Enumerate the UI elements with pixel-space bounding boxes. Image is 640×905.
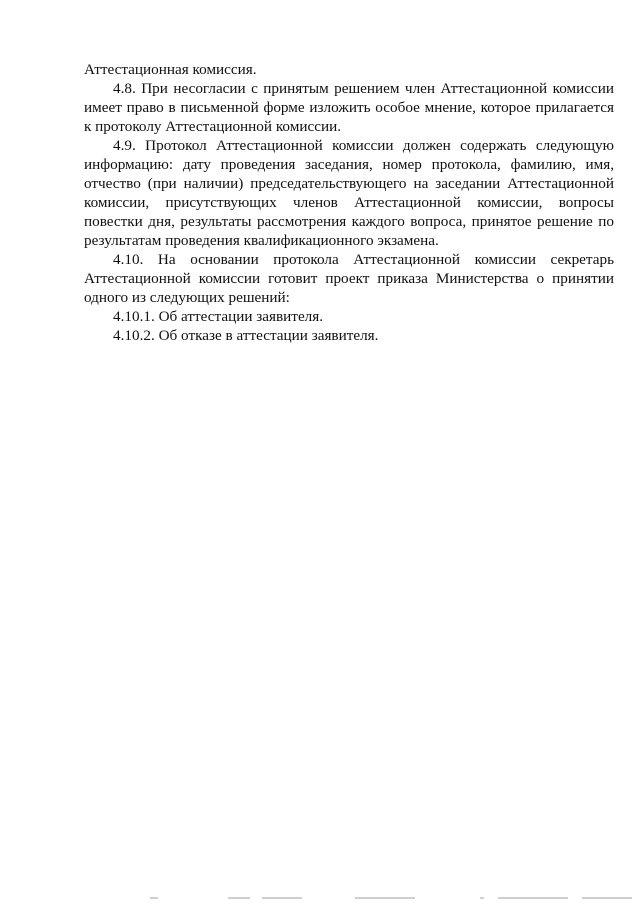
paragraph-4-10-2: 4.10.2. Об отказе в аттестации заявителя. [113, 327, 379, 344]
scan-mark [480, 897, 484, 899]
paragraph-4-8: 4.8. При несогласии с принятым решением член Аттестационной комиссии имеет право в письменной форме изложить особое мнение, которое прилагается к протоколу Аттестационной комиссии. [84, 80, 614, 135]
scan-artifact-marks [150, 897, 640, 901]
scan-mark [582, 897, 632, 899]
scan-mark [498, 897, 568, 899]
scan-mark [262, 897, 302, 899]
paragraph-4-10-1: 4.10.1. Об аттестации заявителя. [113, 308, 324, 325]
scan-mark [228, 897, 250, 899]
scan-mark [355, 897, 415, 899]
paragraph-4-9: 4.9. Протокол Аттестационной комиссии должен содержать следующую информацию: дату проведения заседания, номер протокола, фамилию, имя, отчество (при наличии) председательствующего на заседании Аттестационной комиссии, присутствующих членов Аттестационной комиссии, вопросы повестки дня, результаты рассмотрения каждого вопроса, принятое решение по результатам проведения квалификационного экзамена. [84, 137, 614, 249]
scan-mark [150, 897, 158, 899]
paragraph-continuation: Аттестационная комиссия. [84, 61, 257, 78]
paragraph-4-10: 4.10. На основании протокола Аттестационной комиссии секретарь Аттестационной комиссии готовит проект приказа Министерства о принятии одного из следующих решений: [84, 251, 614, 306]
document-body [84, 60, 614, 345]
